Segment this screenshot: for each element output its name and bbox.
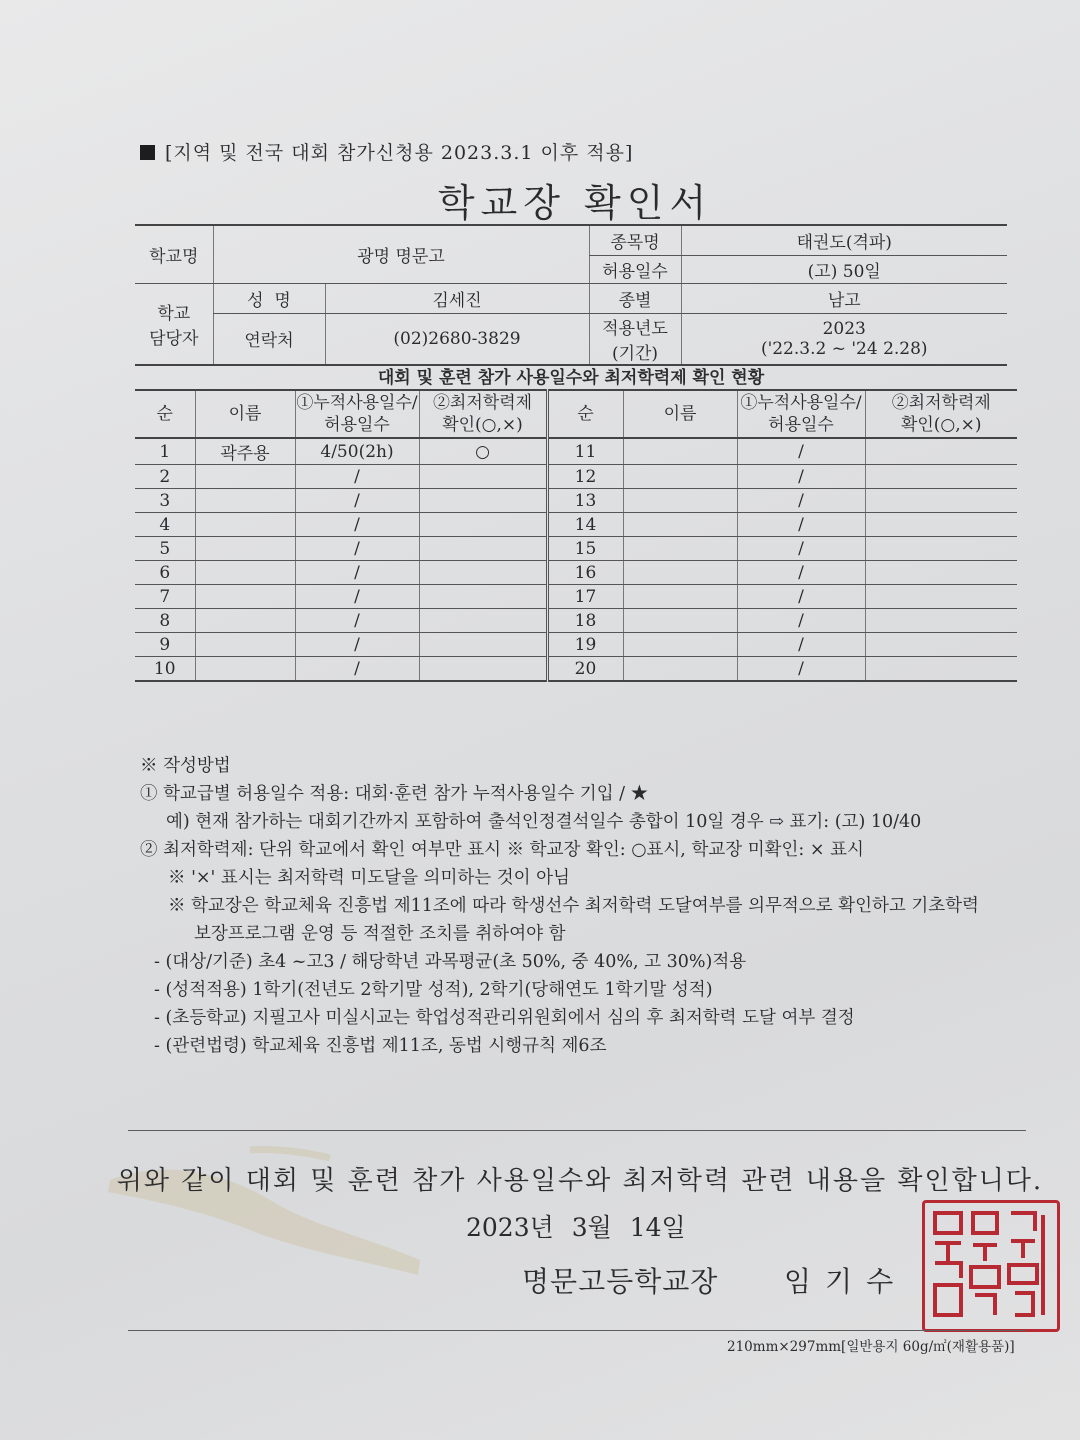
cell-l-name <box>195 489 295 513</box>
cell-l-name <box>195 609 295 633</box>
instructions <box>140 752 1030 1060</box>
period-value: ('22.3.2 ~ '24 2.28) <box>760 338 928 359</box>
divider <box>128 1130 1026 1131</box>
cell-l-days: / <box>295 537 419 561</box>
table-row <box>135 537 1017 561</box>
cell-r-no: 20 <box>547 657 623 682</box>
cell-r-no: 12 <box>547 465 623 489</box>
cell-l-no: 5 <box>135 537 195 561</box>
contact-label: 연락처 <box>213 313 325 365</box>
cell-r-no: 17 <box>547 585 623 609</box>
col-header-check-line-2: 확인(○,×) <box>442 415 523 435</box>
cell-r-check <box>865 513 1017 537</box>
col-header-name-right: 이름 <box>623 390 737 438</box>
cell-r-days: / <box>737 489 865 513</box>
cell-l-check <box>419 657 547 682</box>
table-row <box>135 585 1017 609</box>
cell-r-name <box>623 657 737 682</box>
cell-l-check <box>419 609 547 633</box>
school-label: 학교명 <box>135 225 213 283</box>
year-value-cell <box>681 313 1007 365</box>
footer-divider <box>128 1330 1026 1331</box>
cell-r-days: / <box>737 561 865 585</box>
col-header-no: 순 <box>135 390 195 438</box>
cell-l-check <box>419 513 547 537</box>
table-row <box>135 489 1017 513</box>
cell-r-check <box>865 609 1017 633</box>
table-row <box>135 633 1017 657</box>
cell-r-check <box>865 438 1017 465</box>
cell-l-days: 4/50(2h) <box>295 438 419 465</box>
sport-value: 태권도(격파) <box>681 225 1007 255</box>
section-title: 대회 및 훈련 참가 사용일수와 최저학력제 확인 현황 <box>377 368 765 388</box>
cell-r-no: 18 <box>547 609 623 633</box>
cell-l-no: 1 <box>135 438 195 465</box>
principal-name: 임기수 <box>784 1265 908 1298</box>
note-line: - (초등학교) 지필고사 미실시교는 학업성적관리위원회에서 심의 후 최저학력 도달 여부 결정 <box>154 1008 855 1028</box>
col-header-days-right <box>737 390 865 438</box>
col-header-check <box>419 390 547 438</box>
cell-r-days: / <box>737 465 865 489</box>
usage-table <box>135 389 1017 682</box>
note-line: - (성적적용) 1학기(전년도 2학기말 성적), 2학기(당해연도 1학기말 성적) <box>154 980 713 1000</box>
cell-l-days: / <box>295 585 419 609</box>
cell-r-name <box>623 513 737 537</box>
year-value: 2023 <box>822 318 866 339</box>
col-header-days-line-2: 허용일수 <box>324 415 390 435</box>
cell-r-days: / <box>737 657 865 682</box>
col-header-check-line-1: ②최저학력제 <box>432 393 533 413</box>
notes-heading: ※ 작성방법 <box>140 756 231 776</box>
cell-r-no: 16 <box>547 561 623 585</box>
cell-l-name <box>195 585 295 609</box>
cell-r-name <box>623 465 737 489</box>
form-label-text: [지역 및 전국 대회 참가신청용 2023.3.1 이후 적용] <box>165 142 634 164</box>
school-value: 광명 명문고 <box>213 225 589 283</box>
col-header-days-right-line-1: ①누적사용일수/ <box>740 393 862 413</box>
category-label: 종별 <box>589 283 681 313</box>
cell-l-no: 3 <box>135 489 195 513</box>
cell-r-check <box>865 465 1017 489</box>
usage-table-body <box>135 438 1017 681</box>
cell-r-days: / <box>737 609 865 633</box>
note-line: ※ 학교장은 학교체육 진흥법 제11조에 따라 학생선수 최저학력 도달여부를 의무적으로 확인하고 기초학력 <box>168 896 979 916</box>
name-value: 김세진 <box>325 283 589 313</box>
cell-l-days: / <box>295 657 419 682</box>
table-row <box>135 465 1017 489</box>
cell-l-name <box>195 633 295 657</box>
cell-r-days: / <box>737 513 865 537</box>
cell-r-name <box>623 438 737 465</box>
cell-r-no: 11 <box>547 438 623 465</box>
table-row <box>135 438 1017 465</box>
cell-r-no: 14 <box>547 513 623 537</box>
contact-value: (02)2680-3829 <box>325 313 589 365</box>
cell-r-check <box>865 633 1017 657</box>
info-table <box>135 224 1007 366</box>
cell-r-name <box>623 537 737 561</box>
cell-l-no: 8 <box>135 609 195 633</box>
form-label <box>140 138 633 165</box>
cell-l-no: 4 <box>135 513 195 537</box>
col-header-days-right-line-2: 허용일수 <box>768 415 834 435</box>
note-line: - (대상/기준) 초4 ~고3 / 해당학년 과목평균(초 50%, 중 40%, 고 30%)적용 <box>154 952 747 972</box>
note-line: ※ '×' 표시는 최저학력 미도달을 의미하는 것이 아님 <box>168 868 570 888</box>
cell-l-no: 9 <box>135 633 195 657</box>
table-row <box>135 657 1017 682</box>
cell-r-no: 13 <box>547 489 623 513</box>
cell-l-check <box>419 585 547 609</box>
cell-l-days: / <box>295 609 419 633</box>
col-header-check-right <box>865 390 1017 438</box>
col-header-days-line-1: ①누적사용일수/ <box>296 393 418 413</box>
document-title: 학교장 확인서 <box>437 181 713 225</box>
cell-l-check <box>419 465 547 489</box>
cell-l-name <box>195 513 295 537</box>
seal-icon <box>925 1203 1057 1329</box>
col-header-name: 이름 <box>195 390 295 438</box>
cell-l-days: / <box>295 513 419 537</box>
table-header-row <box>135 390 1017 438</box>
cell-r-check <box>865 561 1017 585</box>
col-header-check-right-line-1: ②최저학력제 <box>891 393 991 413</box>
note-line: - (관련법령) 학교체육 진흥법 제11조, 동법 시행규칙 제6조 <box>154 1036 607 1056</box>
cell-r-days: / <box>737 438 865 465</box>
year-label-line-1: 적용년도 <box>602 318 668 339</box>
cell-l-check <box>419 537 547 561</box>
cell-r-name <box>623 489 737 513</box>
cell-r-days: / <box>737 585 865 609</box>
cell-l-no: 10 <box>135 657 195 682</box>
table-row <box>135 561 1017 585</box>
allowed-days-label: 허용일수 <box>589 255 681 283</box>
cell-r-name <box>623 609 737 633</box>
cell-r-check <box>865 657 1017 682</box>
cell-l-check <box>419 561 547 585</box>
cell-l-no: 2 <box>135 465 195 489</box>
cell-l-no: 6 <box>135 561 195 585</box>
year-label-line-2: (기간) <box>611 343 659 364</box>
staff-label-line-1: 학교 <box>157 303 191 324</box>
cell-r-name <box>623 633 737 657</box>
staff-label-line-2: 담당자 <box>149 328 199 349</box>
cell-l-name <box>195 537 295 561</box>
cell-l-check <box>419 633 547 657</box>
cell-l-check: ○ <box>419 438 547 465</box>
cell-l-days: / <box>295 561 419 585</box>
cell-r-no: 15 <box>547 537 623 561</box>
cell-r-name <box>623 585 737 609</box>
staff-label <box>135 283 213 365</box>
col-header-days <box>295 390 419 438</box>
cell-r-check <box>865 537 1017 561</box>
cell-l-name: 곽주용 <box>195 438 295 465</box>
cell-l-days: / <box>295 465 419 489</box>
cell-r-no: 19 <box>547 633 623 657</box>
table-row <box>135 609 1017 633</box>
official-seal <box>922 1200 1060 1332</box>
allowed-days-value: (고) 50일 <box>681 255 1007 283</box>
note-line: 보장프로그램 운영 등 적절한 조치를 취하여야 함 <box>194 924 566 944</box>
square-bullet-icon <box>140 145 155 160</box>
cell-r-name <box>623 561 737 585</box>
cell-l-no: 7 <box>135 585 195 609</box>
confirmation-date: 2023년 3월 14일 <box>466 1213 686 1242</box>
year-label <box>589 313 681 365</box>
note-line: ② 최저학력제: 단위 학교에서 확인 여부만 표시 ※ 학교장 확인: ○표시, 학교장 미확인: × 표시 <box>140 840 864 860</box>
confirmation-statement: 위와 같이 대회 및 훈련 참가 사용일수와 최저학력 관련 내용을 확인합니다. <box>116 1166 1044 1196</box>
col-header-check-right-line-2: 확인(○,×) <box>900 415 982 435</box>
col-header-no-right: 순 <box>547 390 623 438</box>
name-label: 성 명 <box>213 283 325 313</box>
cell-r-days: / <box>737 633 865 657</box>
note-line: 예) 현재 참가하는 대회기간까지 포함하여 출석인정결석일수 총합이 10일 경우 ⇨ 표기: (고) 10/40 <box>166 812 922 832</box>
table-row <box>135 513 1017 537</box>
cell-l-name <box>195 465 295 489</box>
cell-r-days: / <box>737 537 865 561</box>
cell-l-name <box>195 657 295 682</box>
category-value: 남고 <box>681 283 1007 313</box>
paper-spec: 210mm×297mm[일반용지 60g/㎡(재활용품)] <box>727 1339 1015 1355</box>
cell-l-check <box>419 489 547 513</box>
cell-r-check <box>865 489 1017 513</box>
cell-l-days: / <box>295 633 419 657</box>
cell-l-name <box>195 561 295 585</box>
note-line: ① 학교급별 허용일수 적용: 대회·훈련 참가 누적사용일수 기입 / ★ <box>140 784 649 804</box>
cell-r-check <box>865 585 1017 609</box>
sport-label: 종목명 <box>589 225 681 255</box>
principal-title: 명문고등학교장 <box>522 1265 719 1298</box>
cell-l-days: / <box>295 489 419 513</box>
